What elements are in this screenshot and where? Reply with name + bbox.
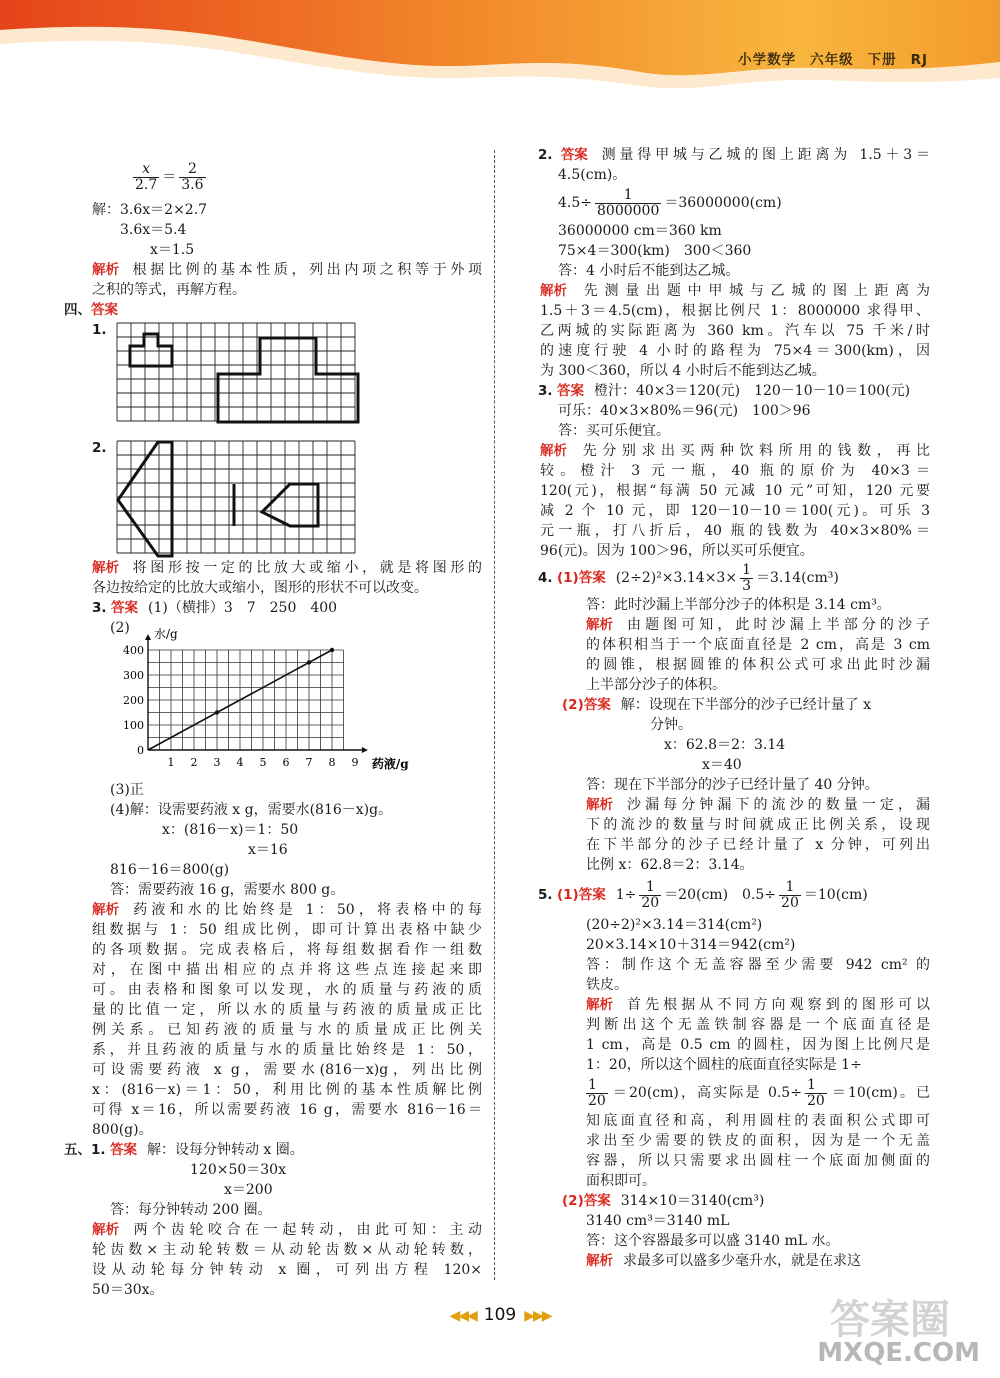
- solution-line: 3.6x＝5.4: [120, 222, 187, 238]
- analysis-line: 解析 由题图可知，此时沙漏上半部分的沙子: [586, 617, 930, 633]
- solution-line: 36000000 cm＝360 km: [558, 223, 722, 239]
- analysis-line: 比例 x：62.8＝2：3.14。: [586, 857, 754, 873]
- q3-answer: 3. 答案 橙汁：40×3＝120(元) 120－10－10＝100(元): [538, 383, 911, 399]
- analysis-line: 的圆锥，根据圆锥的体积公式可求出此时沙漏: [586, 657, 930, 673]
- analysis-line: 判断出这个无盖铁制容器是一个底面直径是: [586, 1017, 930, 1033]
- y-tick-label: 100: [123, 719, 144, 732]
- q4-1-answer: 4. (1)答案 (2÷2)²×3.14×3× $\frac{1}{3}$ ＝3.14(cm³): [538, 561, 839, 594]
- solution-line: x＝40: [702, 757, 742, 773]
- answer-label: 答案: [578, 570, 606, 586]
- solution-line: 答：现在下半部分的沙子已经计量了 40 分钟。: [586, 777, 879, 793]
- analysis-text: 解析 求最多可以盛多少毫升水，就是在求这: [586, 1253, 861, 1269]
- solution-line: 答：制作这个无盖容器至少需要 942 cm² 的: [586, 957, 930, 973]
- solution-line: 75×4＝300(km) 300＜360: [558, 243, 752, 259]
- x-tick-label: 4: [236, 756, 244, 769]
- prev-arrows-icon: ◀◀◀: [449, 1308, 476, 1324]
- solution-line: 答：4 小时后不能到达乙城。: [558, 263, 740, 279]
- solution-line: 答：每分钟转动 200 圈。: [110, 1202, 272, 1218]
- x-axis-arrow: [362, 747, 368, 753]
- y-axis-arrow: [145, 634, 151, 640]
- solution-line: x：62.8＝2：3.14: [664, 737, 786, 753]
- analysis-block-5-1r: [540, 995, 930, 1075]
- y-tick-label: 0: [137, 744, 144, 757]
- analysis-line: 1 cm，高是 0.5 cm 的圆柱，因为图上比例尺是: [586, 1037, 930, 1053]
- analysis-fraction-line: $\frac{1}{20}$ ＝20(cm)，高实际是 0.5÷ $\frac{1}{20}$ ＝10(cm)。已: [588, 1076, 930, 1109]
- q4-2-answer: (2)答案 解：设现在下半部分的沙子已经计量了 x: [562, 697, 872, 713]
- analysis-line: 设从动轮每分钟转动 x 圈，可列出方程 120×: [92, 1262, 482, 1278]
- analysis-line: 对，在图中描出相应的点并将这些点连接起来即: [92, 962, 482, 978]
- analysis-line: 800(g)。: [92, 1122, 153, 1138]
- water-vs-medicine-chart: [110, 618, 440, 778]
- solution-line: 816－16＝800(g): [110, 862, 230, 878]
- analysis-line: 在下半部分的沙子已经计量了 x 分钟，可列出: [586, 837, 930, 853]
- analysis-label: 解析: [92, 262, 119, 278]
- analysis-text: 各边按给定的比放大或缩小，图形的形状不可以改变。: [92, 580, 428, 596]
- section-4-heading: 四、答案: [64, 302, 118, 318]
- solution-line: 可乐：40×3×80%＝96(元) 100＞96: [558, 403, 811, 419]
- analysis-block-5-1: [92, 1220, 482, 1300]
- answer-label: 答案: [556, 383, 584, 399]
- analysis-line: 可得 x＝16，所以需要药液 16 g，需要水 816－16＝: [92, 1102, 482, 1118]
- solution-line: 分钟。: [650, 717, 692, 733]
- analysis-block-r2: [540, 281, 930, 381]
- solution-line: 解：3.6x＝2×2.7: [92, 202, 208, 218]
- analysis-line: 解析 首先根据从不同方向观察到的图形可以: [586, 997, 930, 1013]
- q3-answer: 3. 答案 (1)（横排）3 7 250 400: [92, 600, 338, 616]
- proportion-equation: $\frac{x}{2.7}$ ＝ $\frac{2}{3.6}$: [135, 161, 204, 193]
- y-tick-label: 300: [123, 669, 144, 682]
- x-tick-label: 1: [167, 756, 175, 769]
- analysis-line: 较。橙汁 3 元一瓶，40 瓶的原价为 40×3＝: [540, 463, 930, 479]
- x-tick-label: 3: [213, 756, 221, 769]
- analysis-label: 解析: [92, 560, 119, 576]
- analysis-line: 可设需要药液 x g，需要水(816－x)g，列出比例: [92, 1062, 482, 1078]
- header-volume: 下册: [867, 52, 897, 68]
- analysis-line: 的各项数据。完成表格后，将每组数据看作一组数: [92, 942, 482, 958]
- figure-grid-1: [92, 320, 482, 438]
- analysis-line: 例关系。已知药液的质量与水的质量成正比例关: [92, 1022, 482, 1038]
- solution-line: x＝200: [224, 1182, 273, 1198]
- x-tick-label: 2: [190, 756, 198, 769]
- y-tick-label: 400: [123, 644, 144, 657]
- analysis-label: 解析: [92, 902, 119, 918]
- analysis-text: 之积的等式，再解方程。: [92, 282, 246, 298]
- right-column: [540, 145, 930, 1271]
- analysis-text: 解析 将图形按一定的比放大或缩小，就是将图形的: [92, 560, 482, 576]
- solution-line: 答：买可乐便宜。: [558, 423, 670, 439]
- answer-label: 答案: [91, 302, 118, 318]
- analysis-line: 的体积相当于一个底面直径是 2 cm，高是 3 cm: [586, 637, 930, 653]
- solution-line: x＝16: [248, 842, 288, 858]
- analysis-line: 1.5＋3＝4.5(cm)，根据比例尺 1：8000000 求得甲、: [540, 303, 930, 319]
- analysis-line: 为 300＜360，所以 4 小时后不能到达乙城。: [540, 363, 826, 379]
- q3-part-3: (3)正: [110, 782, 144, 798]
- solution-line: 答：此时沙漏上半部分沙子的体积是 3.14 cm³。: [586, 597, 891, 613]
- analysis-line: 求出至少需要的铁皮的面积，因为是一个无盖: [586, 1133, 930, 1149]
- answer-label: 答案: [583, 697, 611, 713]
- solution-line: 20×3.14×10＋314＝942(cm²): [586, 937, 796, 953]
- reduction-grid-svg: [116, 440, 366, 558]
- reduced-shape: [262, 484, 318, 526]
- analysis-line: 可。由表格和图象可以发现，水的质量与药液的质: [92, 982, 482, 998]
- analysis-line: 容器，所以只需要求出圆柱一个底面加侧面的: [586, 1153, 930, 1169]
- solution-line: 4.5(cm)。: [558, 167, 627, 183]
- analysis-line: 解析 先分别求出买两种饮料所用的钱数，再比: [540, 443, 930, 459]
- column-divider: [494, 150, 495, 1280]
- analysis-line: 组数据与 1：50 组成比例，即可计算出表格中缺少: [92, 922, 482, 938]
- analysis-line: 量的比值一定，所以水的质量与药液的质量成正比: [92, 1002, 482, 1018]
- data-point: [330, 648, 334, 652]
- x-tick-label: 8: [328, 756, 336, 769]
- answer-label: 答案: [560, 147, 588, 163]
- analysis-line: 解析 两个齿轮咬合在一起转动，由此可知：主动: [92, 1222, 482, 1238]
- header-edition: RJ: [910, 52, 928, 68]
- analysis-line: 面积即可。: [586, 1173, 656, 1189]
- analysis-line: 知底面直径和高，利用圆柱的表面积公式即可: [586, 1113, 930, 1129]
- original-shape: [130, 334, 172, 366]
- analysis-label: 解析: [540, 443, 567, 459]
- analysis-label: 解析: [586, 617, 613, 633]
- analysis-line: 96(元)。因为 100＞96，所以买可乐便宜。: [540, 543, 814, 559]
- x-tick-label: 6: [282, 756, 290, 769]
- analysis-line: 1：20，所以这个圆柱的底面直径实际是 1÷: [586, 1057, 862, 1073]
- analysis-line: 解析 沙漏每分钟漏下的流沙的数量一定，漏: [586, 797, 930, 813]
- q3-part-4: (4)解：设需要药液 x g，需要水(816－x)g。: [110, 802, 393, 818]
- section-5-heading: 五、1. 答案 解：设每分钟转动 x 圈。: [64, 1142, 304, 1158]
- frac-num: x: [133, 162, 159, 178]
- analysis-line: 轮齿数×主动轮转数＝从动轮齿数×从动轮转数，: [92, 1242, 482, 1258]
- solution-line: 120×50＝30x: [190, 1162, 286, 1178]
- x-axis-label: 药液/g: [371, 757, 409, 771]
- solution-line: (20÷2)²×3.14＝314(cm²): [586, 917, 763, 933]
- analysis-label: 解析: [92, 1222, 119, 1238]
- answer-label: 答案: [578, 887, 606, 903]
- solution-line: 答：这个容器最多可以盛 3140 mL 水。: [586, 1233, 840, 1249]
- left-column: [64, 161, 482, 1300]
- analysis-line: 120(元)，根据“每满 50 元减 10 元”可知，120 元要: [540, 483, 930, 499]
- watermark-logo: 答案圈: [830, 1297, 950, 1343]
- x-tick-label: 7: [305, 756, 313, 769]
- analysis-block-4-2: [540, 795, 930, 875]
- frac-num: 2: [179, 162, 205, 178]
- analysis-line: 解析 药液和水的比始终是 1：50，将表格中的每: [92, 902, 482, 918]
- page-number: ◀◀◀ 109 ▶▶▶: [449, 1305, 551, 1325]
- q5-2-answer: (2)答案 314×10＝3140(cm³): [562, 1193, 765, 1209]
- analysis-line: x：(816－x)＝1：50，利用比例的基本性质解比例: [92, 1082, 482, 1098]
- analysis-line: 减 2 个 10 元，即 120－10－10＝100(元)。可乐 3: [540, 503, 930, 519]
- scale-calc: 4.5÷ $\frac{1}{8000000}$ ＝36000000(cm): [558, 186, 782, 219]
- solution-line: x＝1.5: [150, 242, 195, 258]
- frac-den: 2.7: [135, 177, 158, 193]
- analysis-line: 的速度行驶 4 小时的路程为 75×4＝300(km)，因: [540, 343, 930, 359]
- analysis-block-3: [92, 900, 482, 1140]
- analysis-line: 50＝30x。: [92, 1282, 164, 1298]
- analysis-label: 解析: [586, 1253, 613, 1269]
- analysis-block-5-1c: [540, 1111, 930, 1191]
- data-point: [215, 710, 219, 714]
- analysis-label: 解析: [586, 997, 613, 1013]
- enlargement-grid-svg: [116, 322, 366, 434]
- y-axis-label: 水/g: [154, 627, 178, 641]
- question-number: 1.: [92, 322, 107, 338]
- solution-line: 3140 cm³＝3140 mL: [586, 1213, 730, 1229]
- question-number: 2.: [92, 440, 107, 456]
- q5-1-answer: 5. (1)答案 1÷ $\frac{1}{20}$ ＝20(cm) 0.5÷ $\frac{1}{20}$ ＝10(cm): [538, 875, 930, 915]
- header-title: [724, 48, 928, 68]
- analysis-line: 下的流沙的数量与时间就成正比例关系，设现: [586, 817, 930, 833]
- q2-answer: 2. 答案 测量得甲城与乙城的图上距离为 1.5＋3＝: [538, 147, 931, 163]
- analysis-block-4-1: [540, 615, 930, 695]
- x-tick-label: 9: [351, 756, 359, 769]
- chart-container: [92, 627, 482, 780]
- analysis-text: 解析 根据比例的基本性质，列出内项之积等于外项: [92, 262, 482, 278]
- x-tick-label: 5: [259, 756, 267, 769]
- solution-line: 答：需要药液 16 g，需要水 800 g。: [110, 882, 345, 898]
- answer-label: 答案: [110, 600, 138, 616]
- analysis-label: 解析: [586, 797, 613, 813]
- frac-den: 3.6: [181, 177, 204, 193]
- figure-grid-2: [92, 438, 482, 558]
- next-arrows-icon: ▶▶▶: [524, 1308, 551, 1324]
- q3-part-2: (2): [110, 620, 130, 636]
- analysis-line: 系，并且药液的质量与水的质量比始终是 1：50，: [92, 1042, 482, 1058]
- solution-line: x：(816－x)＝1：50: [162, 822, 299, 838]
- analysis-line: 元一瓶，打八折后，40 瓶的钱数为 40×3×80%＝: [540, 523, 930, 539]
- header-subject: 小学数学: [738, 52, 797, 68]
- answer-label: 答案: [583, 1193, 611, 1209]
- analysis-block-r3: [540, 441, 930, 561]
- analysis-line: 上半部分沙子的体积。: [586, 677, 726, 693]
- y-tick-label: 200: [123, 694, 144, 707]
- header-grade: 六年级: [810, 52, 854, 68]
- solution-line: 铁皮。: [586, 977, 628, 993]
- analysis-line: 乙两城的实际距离为 360 km。汽车以 75 千米/时: [540, 323, 930, 339]
- data-point: [307, 660, 311, 664]
- analysis-line: 解析 先测量出题中甲城与乙城的图上距离为: [540, 283, 930, 299]
- analysis-label: 解析: [540, 283, 567, 299]
- answer-label: 答案: [109, 1142, 137, 1158]
- watermark-text: MXQE.COM: [817, 1338, 980, 1368]
